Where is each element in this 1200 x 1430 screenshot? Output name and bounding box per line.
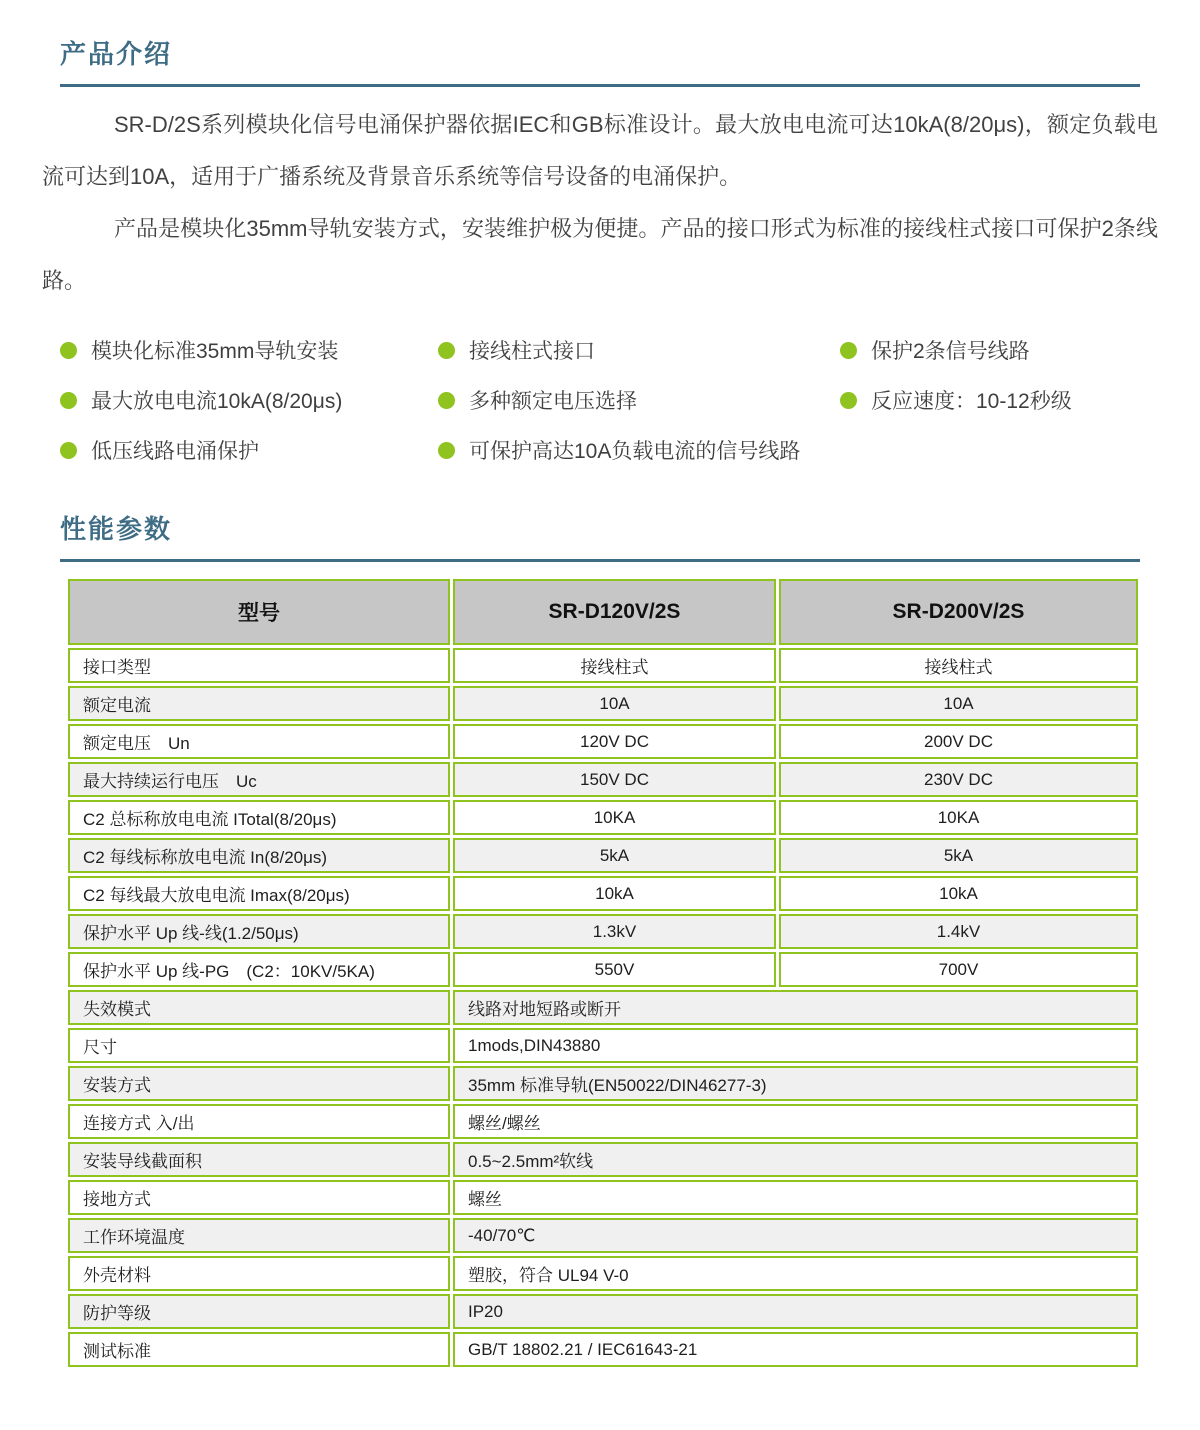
spec-label: C2 总标称放电电流 ITotal(8/20μs) bbox=[68, 800, 450, 835]
table-row bbox=[68, 648, 1138, 683]
intro-paragraph-2: 产品是模块化35mm导轨安装方式，安装维护极为便捷。产品的接口形式为标准的接线柱式接口可保护2条线路。 bbox=[42, 216, 1158, 293]
feature-item bbox=[438, 375, 840, 425]
spec-value-shared: 1mods,DIN43880 bbox=[453, 1028, 1138, 1063]
spec-value-d200: 1.4kV bbox=[779, 914, 1138, 949]
intro-paragraph-1: SR-D/2S系列模块化信号电涌保护器依据IEC和GB标准设计。最大放电电流可达10kA(8/20μs)，额定负载电流可达到10A，适用于广播系统及背景音乐系统等信号设备的电涌保护。 bbox=[42, 112, 1158, 189]
spec-value-d200: 230V DC bbox=[779, 762, 1138, 797]
spec-value-d120: 120V DC bbox=[453, 724, 776, 759]
spec-label: C2 每线标称放电电流 In(8/20μs) bbox=[68, 838, 450, 873]
spec-value-d200: 10A bbox=[779, 686, 1138, 721]
spec-value-shared: 螺丝 bbox=[453, 1180, 1138, 1215]
spec-value-shared: IP20 bbox=[453, 1294, 1138, 1329]
spec-value-shared: GB/T 18802.21 / IEC61643-21 bbox=[453, 1332, 1138, 1367]
spec-table-header-row bbox=[68, 579, 1138, 645]
spec-label: 保护水平 Up 线-线(1.2/50μs) bbox=[68, 914, 450, 949]
spec-value-shared: 35mm 标准导轨(EN50022/DIN46277-3) bbox=[453, 1066, 1138, 1101]
spec-label: 额定电压 Un bbox=[68, 724, 450, 759]
spec-value-d120: 接线柱式 bbox=[453, 648, 776, 683]
feature-item bbox=[438, 425, 840, 475]
feature-label: 最大放电电流10kA(8/20μs) bbox=[91, 390, 343, 413]
feature-label: 可保护高达10A负载电流的信号线路 bbox=[469, 440, 801, 463]
feature-label: 保护2条信号线路 bbox=[871, 340, 1030, 363]
section-title-performance-params: 性能参数 bbox=[60, 514, 173, 544]
table-row bbox=[68, 1294, 1138, 1329]
spec-label: 接地方式 bbox=[68, 1180, 450, 1215]
spec-label: 接口类型 bbox=[68, 648, 450, 683]
spec-value-d200: 10kA bbox=[779, 876, 1138, 911]
feature-label: 反应速度：10-12秒级 bbox=[871, 390, 1072, 413]
spec-value-d120: 550V bbox=[453, 952, 776, 987]
bullet-dot-icon bbox=[438, 342, 455, 359]
spec-value-shared: 0.5~2.5mm²软线 bbox=[453, 1142, 1138, 1177]
performance-params-section bbox=[0, 509, 1200, 1370]
spec-value-shared: -40/70℃ bbox=[453, 1218, 1138, 1253]
bullet-dot-icon bbox=[60, 342, 77, 359]
spec-label: 额定电流 bbox=[68, 686, 450, 721]
spec-value-d120: 10kA bbox=[453, 876, 776, 911]
spec-value-d120: 1.3kV bbox=[453, 914, 776, 949]
table-row bbox=[68, 800, 1138, 835]
feature-label: 多种额定电压选择 bbox=[469, 390, 637, 413]
spec-label: 保护水平 Up 线-PG (C2：10KV/5KA) bbox=[68, 952, 450, 987]
section-divider bbox=[60, 84, 1140, 87]
intro-paragraphs bbox=[42, 99, 1158, 307]
spec-label: 工作环境温度 bbox=[68, 1218, 450, 1253]
feature-item bbox=[438, 325, 840, 375]
table-row bbox=[68, 1028, 1138, 1063]
feature-item bbox=[840, 325, 1150, 375]
table-row bbox=[68, 1142, 1138, 1177]
feature-item bbox=[60, 325, 438, 375]
feature-bullet-list bbox=[60, 325, 1150, 475]
table-row bbox=[68, 990, 1138, 1025]
bullet-dot-icon bbox=[438, 442, 455, 459]
section-divider bbox=[60, 559, 1140, 562]
spec-value-d120: 150V DC bbox=[453, 762, 776, 797]
bullet-dot-icon bbox=[438, 392, 455, 409]
col-header-model: 型号 bbox=[68, 579, 450, 645]
table-row bbox=[68, 686, 1138, 721]
spec-label: C2 每线最大放电电流 Imax(8/20μs) bbox=[68, 876, 450, 911]
feature-item bbox=[60, 375, 438, 425]
feature-label: 模块化标准35mm导轨安装 bbox=[91, 340, 339, 363]
spec-value-shared: 螺丝/螺丝 bbox=[453, 1104, 1138, 1139]
spec-value-shared: 塑胶，符合 UL94 V-0 bbox=[453, 1256, 1138, 1291]
spec-label: 外壳材料 bbox=[68, 1256, 450, 1291]
section-title-product-intro: 产品介绍 bbox=[60, 39, 173, 69]
table-row bbox=[68, 1104, 1138, 1139]
spec-value-d200: 5kA bbox=[779, 838, 1138, 873]
bullet-dot-icon bbox=[60, 392, 77, 409]
table-row bbox=[68, 762, 1138, 797]
spec-value-d120: 10A bbox=[453, 686, 776, 721]
spec-label: 连接方式 入/出 bbox=[68, 1104, 450, 1139]
table-row bbox=[68, 952, 1138, 987]
bullet-dot-icon bbox=[840, 392, 857, 409]
bullet-dot-icon bbox=[60, 442, 77, 459]
spec-value-d200: 10KA bbox=[779, 800, 1138, 835]
table-row bbox=[68, 1218, 1138, 1253]
spec-table bbox=[65, 576, 1141, 1370]
spec-label: 失效模式 bbox=[68, 990, 450, 1025]
product-intro-section bbox=[0, 34, 1200, 475]
spec-value-d120: 5kA bbox=[453, 838, 776, 873]
spec-value-d120: 10KA bbox=[453, 800, 776, 835]
spec-label: 测试标准 bbox=[68, 1332, 450, 1367]
spec-label: 安装导线截面积 bbox=[68, 1142, 450, 1177]
feature-item bbox=[840, 375, 1150, 425]
feature-item bbox=[60, 425, 438, 475]
spec-label: 防护等级 bbox=[68, 1294, 450, 1329]
table-row bbox=[68, 914, 1138, 949]
table-row bbox=[68, 1256, 1138, 1291]
table-row bbox=[68, 1332, 1138, 1367]
spec-value-shared: 线路对地短路或断开 bbox=[453, 990, 1138, 1025]
spec-value-d200: 200V DC bbox=[779, 724, 1138, 759]
col-header-sr-d120v: SR-D120V/2S bbox=[453, 579, 776, 645]
table-row bbox=[68, 724, 1138, 759]
col-header-sr-d200v: SR-D200V/2S bbox=[779, 579, 1138, 645]
spec-label: 最大持续运行电压 Uc bbox=[68, 762, 450, 797]
spec-value-d200: 700V bbox=[779, 952, 1138, 987]
table-row bbox=[68, 838, 1138, 873]
spec-label: 安装方式 bbox=[68, 1066, 450, 1101]
table-row bbox=[68, 1066, 1138, 1101]
spec-label: 尺寸 bbox=[68, 1028, 450, 1063]
feature-label: 低压线路电涌保护 bbox=[91, 440, 259, 463]
spec-value-d200: 接线柱式 bbox=[779, 648, 1138, 683]
table-row bbox=[68, 1180, 1138, 1215]
feature-label: 接线柱式接口 bbox=[469, 340, 595, 363]
bullet-dot-icon bbox=[840, 342, 857, 359]
table-row bbox=[68, 876, 1138, 911]
